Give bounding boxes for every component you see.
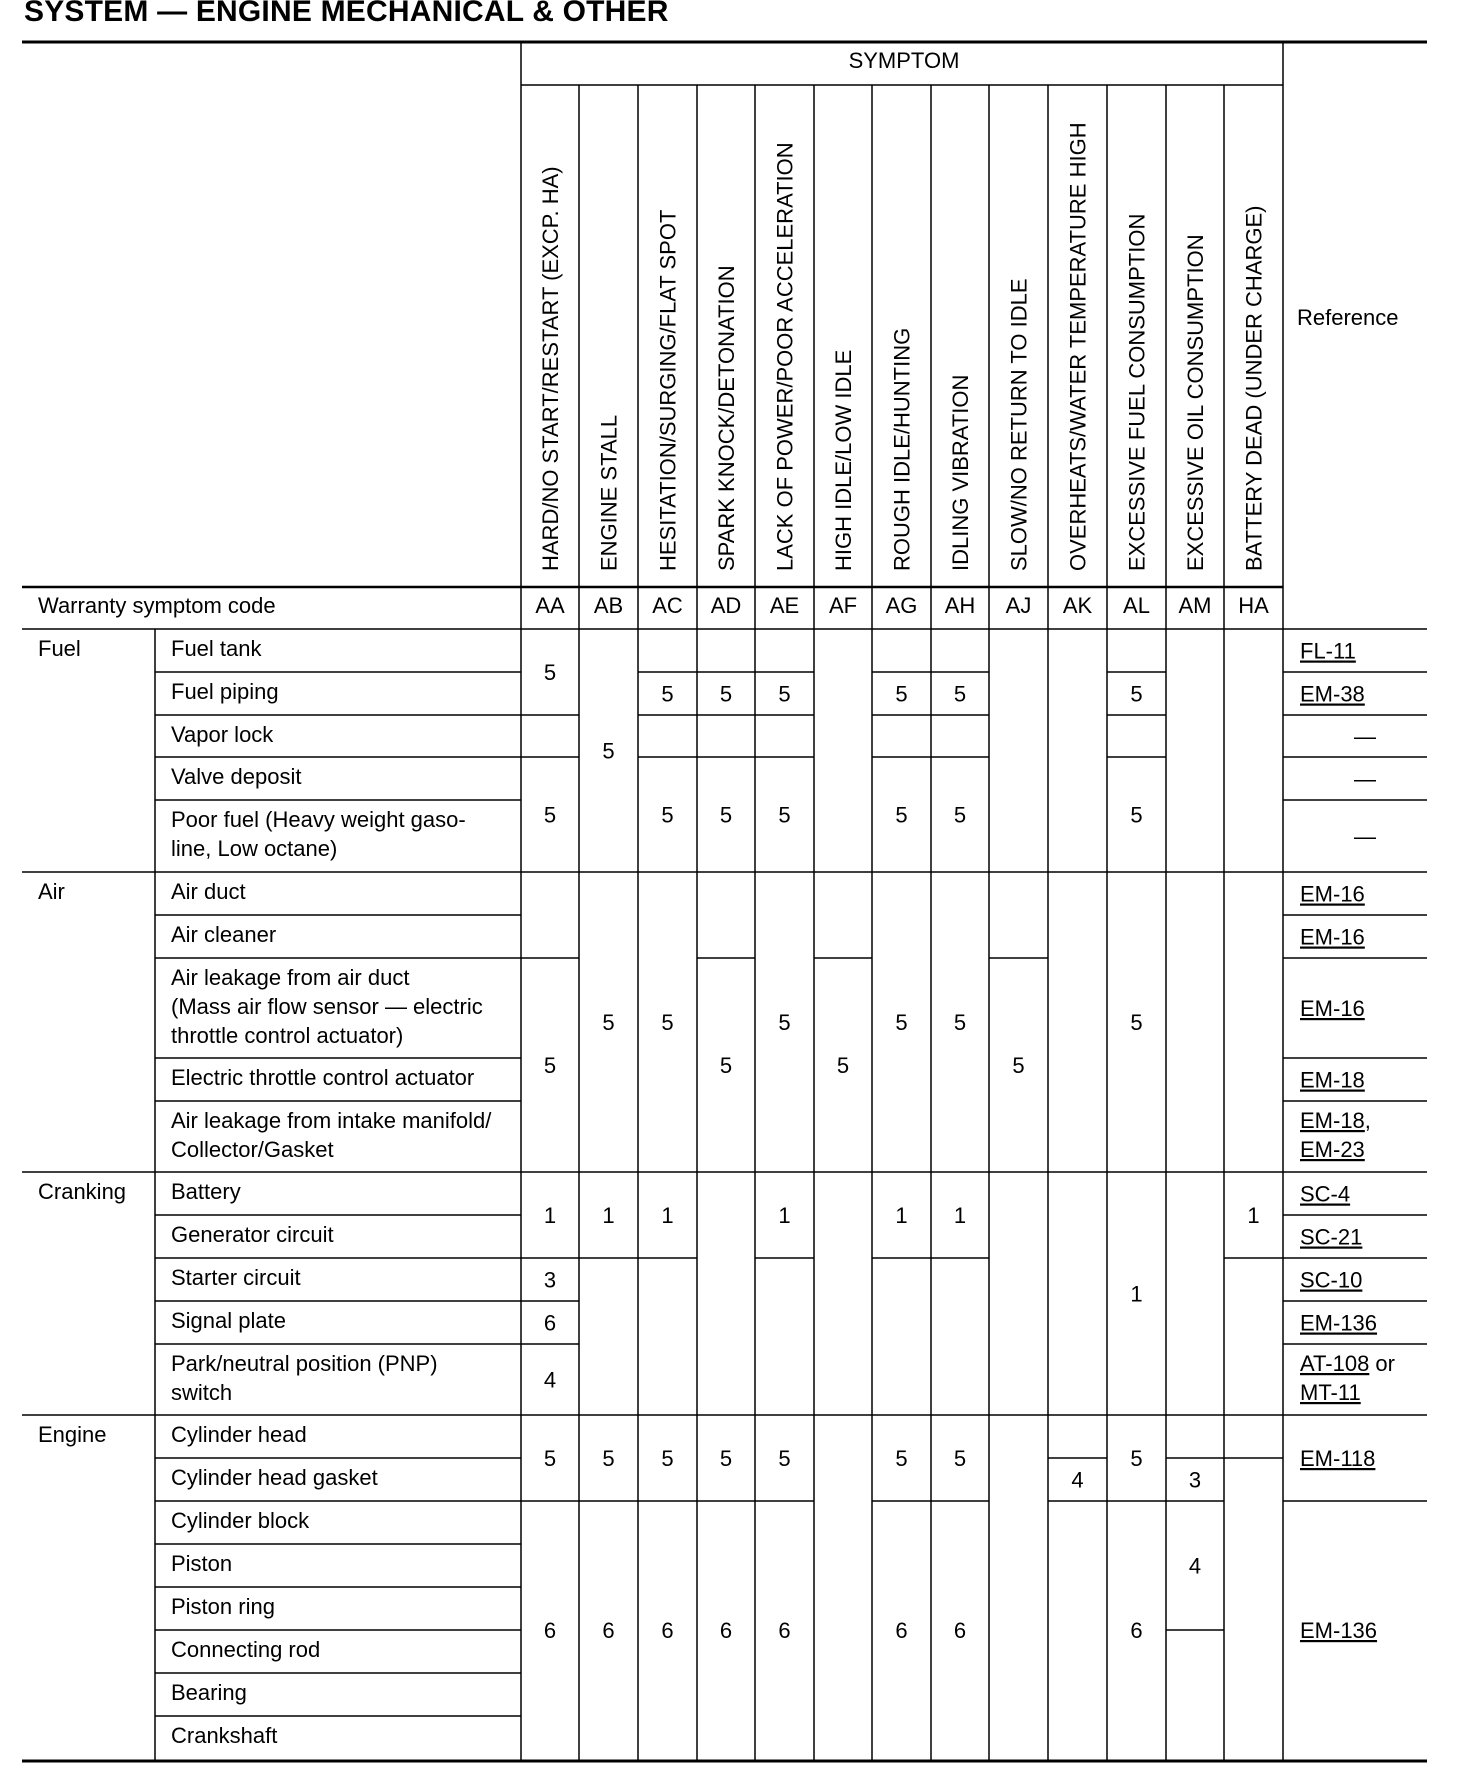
matrix-values <box>544 660 1260 1643</box>
reference-link-text[interactable]: AT-108 <box>1300 1351 1370 1376</box>
item-label: line, Low octane) <box>171 836 338 861</box>
matrix-cell: 5 <box>953 1010 967 1035</box>
reference-suffix: — <box>1354 824 1376 849</box>
page-title: SYSTEM — ENGINE MECHANICAL & OTHER <box>24 0 669 28</box>
reference-link-text[interactable]: EM-18 <box>1300 1067 1365 1093</box>
matrix-cell: 6 <box>953 1618 967 1643</box>
symptom-column-header: HIGH IDLE/LOW IDLE <box>831 349 856 571</box>
matrix-cell: 5 <box>543 660 557 685</box>
reference-link[interactable] <box>1300 882 1365 907</box>
reference-link[interactable] <box>1300 1182 1350 1207</box>
matrix-cell: 5 <box>719 802 733 828</box>
matrix-cell: 5 <box>719 681 733 707</box>
matrix-cell: 3 <box>543 1267 557 1293</box>
matrix-cell: 5 <box>836 1053 850 1078</box>
warranty-code: AH <box>944 593 976 618</box>
item-label: throttle control actuator) <box>171 1023 404 1048</box>
reference-link-text[interactable]: EM-16 <box>1300 881 1365 907</box>
reference-link[interactable] <box>1300 1137 1365 1162</box>
item-label: Piston <box>171 1551 233 1576</box>
matrix-cell: 6 <box>543 1310 557 1336</box>
reference-link-text[interactable]: SC-4 <box>1300 1181 1351 1207</box>
reference-suffix: — <box>1354 724 1376 749</box>
item-label: Fuel tank <box>171 636 262 661</box>
matrix-cell: 5 <box>602 738 615 764</box>
symptom-column-header: LACK OF POWER/POOR ACCELERATION <box>772 142 798 571</box>
symptom-column-headers <box>538 122 1267 571</box>
warranty-code: AK <box>1062 593 1093 618</box>
item-label: Air leakage from air duct <box>171 965 410 990</box>
reference-link[interactable] <box>1300 996 1365 1021</box>
matrix-cell: 1 <box>661 1203 674 1228</box>
warranty-code: AF <box>828 593 858 618</box>
symptom-column-header: HARD/NO START/RESTART (EXCP. HA) <box>538 166 563 571</box>
reference-link-text[interactable]: EM-18 <box>1300 1108 1365 1133</box>
reference-link[interactable] <box>1300 1225 1362 1250</box>
reference-link-text[interactable]: MT-11 <box>1300 1380 1361 1405</box>
reference-column <box>1300 639 1395 1644</box>
matrix-cell: 5 <box>895 1446 908 1471</box>
item-label: Collector/Gasket <box>171 1137 334 1162</box>
item-label: Connecting rod <box>171 1637 321 1662</box>
matrix-cell: 4 <box>543 1367 557 1393</box>
system-group-label: Cranking <box>38 1179 127 1204</box>
matrix-cell: 1 <box>1130 1281 1143 1307</box>
reference-suffix: , <box>1364 1108 1371 1133</box>
reference-link[interactable] <box>1300 639 1356 664</box>
matrix-cell: 3 <box>1188 1467 1202 1493</box>
item-label: Crankshaft <box>171 1723 278 1748</box>
warranty-code: AA <box>535 593 565 618</box>
matrix-cell: 5 <box>778 802 791 828</box>
item-label: Air duct <box>171 879 246 904</box>
reference-link[interactable] <box>1300 925 1365 950</box>
symptom-column-header: IDLING VIBRATION <box>948 374 973 571</box>
item-label: Air cleaner <box>171 922 277 947</box>
item-labels <box>171 636 492 1748</box>
reference-link-text[interactable]: FL-11 <box>1300 638 1356 664</box>
symptom-column-header: SPARK KNOCK/DETONATION <box>714 265 739 571</box>
matrix-cell: 5 <box>953 802 967 828</box>
matrix-cell: 5 <box>1130 1010 1143 1035</box>
matrix-cell: 5 <box>778 681 791 707</box>
matrix-cell: 5 <box>953 1446 967 1471</box>
reference-link-text[interactable]: EM-38 <box>1300 681 1365 707</box>
matrix-cell: 6 <box>602 1618 615 1643</box>
symptom-column-header: OVERHEATS/WATER TEMPERATURE HIGH <box>1065 122 1091 571</box>
matrix-cell: 6 <box>661 1618 674 1643</box>
reference-suffix: — <box>1354 766 1376 792</box>
matrix-cell: 5 <box>719 1053 733 1078</box>
system-group-label: Air <box>38 879 65 904</box>
reference-link-text[interactable]: SC-21 <box>1300 1224 1363 1250</box>
matrix-cell: 6 <box>778 1618 791 1643</box>
item-label: Battery <box>171 1179 241 1204</box>
matrix-cell: 5 <box>543 802 557 828</box>
reference-dash <box>1354 824 1376 849</box>
matrix-cell: 4 <box>1188 1553 1202 1579</box>
symptom-column-header: EXCESSIVE FUEL CONSUMPTION <box>1124 213 1150 571</box>
reference-link-text[interactable]: EM-16 <box>1300 924 1365 950</box>
reference-link-text[interactable]: EM-16 <box>1300 996 1365 1021</box>
warranty-symptom-code-label: Warranty symptom code <box>38 593 276 618</box>
matrix-cell: 5 <box>602 1446 615 1471</box>
reference-link[interactable] <box>1300 1351 1395 1376</box>
reference-link[interactable]: EM-136 <box>1300 1618 1378 1643</box>
warranty-code: HA <box>1238 593 1269 618</box>
matrix-cell: 5 <box>1130 1446 1143 1471</box>
matrix-cell: 6 <box>719 1618 733 1643</box>
matrix-cell: 5 <box>543 1053 557 1078</box>
matrix-cell: 1 <box>602 1203 615 1228</box>
reference-link[interactable] <box>1300 1068 1365 1093</box>
item-label: Park/neutral position (PNP) <box>171 1351 438 1376</box>
item-label: Cylinder head gasket <box>171 1465 378 1490</box>
reference-link[interactable] <box>1300 1380 1361 1405</box>
symptom-column-header: ROUGH IDLE/HUNTING <box>889 327 915 571</box>
item-label: Electric throttle control actuator <box>171 1065 475 1090</box>
symptom-column-header: ENGINE STALL <box>596 414 622 571</box>
reference-link-text[interactable]: EM-23 <box>1300 1137 1365 1162</box>
warranty-code: AM <box>1178 593 1212 618</box>
item-label: Cylinder block <box>171 1508 310 1533</box>
symptom-column-header: EXCESSIVE OIL CONSUMPTION <box>1183 234 1208 571</box>
item-label: Vapor lock <box>171 722 274 747</box>
warranty-code: AD <box>710 593 742 618</box>
warranty-code: AE <box>769 593 800 618</box>
warranty-code-row <box>535 593 1269 618</box>
warranty-code: AB <box>593 593 624 618</box>
reference-header: Reference <box>1297 305 1399 330</box>
item-label: Poor fuel (Heavy weight gaso- <box>171 807 466 832</box>
matrix-cell: 5 <box>661 1446 674 1471</box>
reference-link[interactable] <box>1300 1311 1377 1336</box>
matrix-cell: 5 <box>661 1010 674 1035</box>
reference-suffix: or <box>1369 1351 1395 1376</box>
item-label: Piston ring <box>171 1594 275 1619</box>
matrix-cell: 5 <box>895 1010 908 1035</box>
warranty-code: AC <box>652 593 683 618</box>
matrix-cell: 5 <box>778 1010 791 1035</box>
item-label: (Mass air flow sensor — electric <box>171 994 483 1019</box>
warranty-code: AJ <box>1005 593 1032 618</box>
symptom-column-header: HESITATION/SURGING/FLAT SPOT <box>655 209 681 571</box>
item-label: Cylinder head <box>171 1422 307 1447</box>
matrix-cell: 1 <box>778 1203 791 1228</box>
matrix-cell: 5 <box>661 802 674 828</box>
matrix-cell: 1 <box>543 1203 557 1228</box>
system-group-label: Engine <box>38 1422 107 1447</box>
warranty-code: AG <box>885 593 918 618</box>
matrix-cell: 1 <box>895 1203 908 1228</box>
matrix-cell: 4 <box>1071 1467 1084 1493</box>
matrix-cell: 5 <box>778 1446 791 1471</box>
matrix-cell: 6 <box>543 1618 557 1643</box>
matrix-cell: 5 <box>543 1446 557 1471</box>
item-label: Bearing <box>171 1680 247 1705</box>
matrix-cell: 5 <box>661 681 674 707</box>
matrix-cell: 5 <box>895 802 908 828</box>
matrix-cell: 5 <box>719 1446 733 1471</box>
symptom-header: SYMPTOM <box>848 48 960 73</box>
reference-link-text[interactable]: EM-136 <box>1300 1310 1378 1336</box>
matrix-cell: 5 <box>1130 802 1143 828</box>
item-label: Valve deposit <box>171 764 302 789</box>
reference-link[interactable] <box>1300 682 1365 707</box>
matrix-cell: 1 <box>1247 1203 1260 1228</box>
item-label: Starter circuit <box>171 1265 301 1290</box>
matrix-cell: 5 <box>953 681 967 707</box>
system-group-label: Fuel <box>38 636 81 661</box>
symptom-column-header: BATTERY DEAD (UNDER CHARGE) <box>1241 205 1267 571</box>
matrix-cell: 5 <box>1012 1053 1025 1078</box>
item-label: Generator circuit <box>171 1222 334 1247</box>
matrix-cell: 6 <box>1130 1618 1143 1643</box>
reference-link[interactable] <box>1300 1108 1371 1133</box>
system-group-labels <box>38 636 126 1447</box>
reference-dash <box>1354 724 1376 749</box>
matrix-cell: 5 <box>1130 681 1143 707</box>
matrix-cell: 5 <box>602 1010 615 1035</box>
matrix-cell: 5 <box>895 681 908 707</box>
reference-link[interactable] <box>1300 1268 1362 1293</box>
reference-dash <box>1354 767 1376 792</box>
matrix-cell: 6 <box>895 1618 908 1643</box>
item-label: Fuel piping <box>171 679 279 704</box>
item-label: Air leakage from intake manifold/ <box>171 1108 492 1133</box>
warranty-code: AL <box>1123 593 1150 618</box>
reference-link[interactable]: EM-118 <box>1300 1446 1376 1471</box>
item-label: switch <box>171 1380 233 1405</box>
reference-link-text[interactable]: SC-10 <box>1300 1267 1363 1293</box>
symptom-column-header: SLOW/NO RETURN TO IDLE <box>1006 278 1032 571</box>
matrix-cell: 1 <box>953 1203 967 1228</box>
item-label: Signal plate <box>171 1308 286 1333</box>
